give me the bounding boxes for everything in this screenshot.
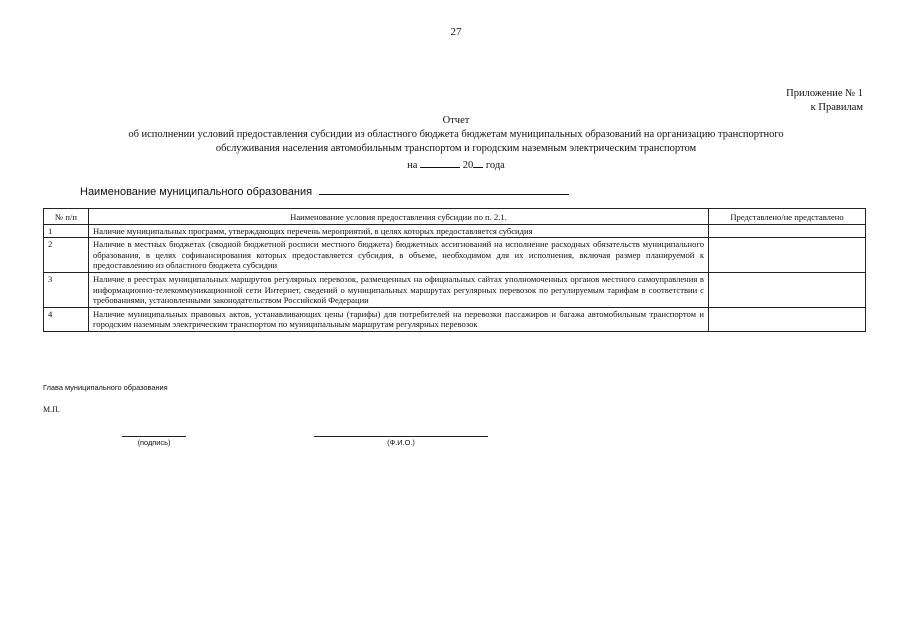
appendix-line: Приложение № 1 [786,88,863,99]
municipality-label: Наименование муниципального образования [80,186,313,198]
table-row [44,307,866,331]
report-subtitle-line-1: об исполнении условий предоставления субсидии из областного бюджета бюджетам муниципальных образований на организацию транспортного [128,129,784,140]
page-number: 27 [450,26,462,38]
table-header-row [44,209,866,225]
signature-caption: (подпись) [137,438,171,447]
year-number: 20 [462,160,474,171]
appendix-rules-line: к Правилам [810,102,863,113]
report-year-line [407,156,505,173]
year-prefix: на [407,160,418,171]
name-caption: (Ф.И.О.) [387,438,415,447]
report-subtitle-line-2: обслуживания населения автомобильным транспортом и городским наземным электрическим транспортом [215,143,697,154]
signer-label: Глава муниципального образования [43,383,168,392]
row-num: 3 [44,272,89,307]
municipality-blank [319,183,569,195]
row-status [709,307,866,331]
row-status [709,224,866,238]
row-condition: Наличие в реестрах муниципальных маршрутов регулярных перевозок, размещенных на официальных сайтах уполномоченных органов местного самоуправления в информационно-телекоммуникационной сети Интернет, сведений о муниципальных маршрутах регулярных перевозок по регулируемым тарифам в соответствии с требованиями, установленными законодательством Российской Федерации [89,272,709,307]
conditions-table [43,208,866,332]
appendix-note [786,87,863,115]
municipality-field [80,183,569,198]
report-heading: Отчет [442,115,470,126]
year-suffix: года [485,160,505,171]
header-condition: Наименование условия предоставления субсидии по п. 2.1. [89,209,709,225]
header-status: Представлено/не представлено [709,209,866,225]
header-num: № п/п [44,209,89,225]
table-row [44,224,866,238]
row-num: 1 [44,224,89,238]
row-num: 4 [44,307,89,331]
signature-line [122,436,186,437]
table-row [44,272,866,307]
row-condition: Наличие муниципальных программ, утверждающих перечень мероприятий, в целях которых предоставляется субсидия [89,224,709,238]
stamp-label: М.П. [43,405,60,414]
row-condition: Наличие в местных бюджетах (сводной бюджетной росписи местного бюджета) бюджетных ассигнований на исполнение расходных обязательств муниципального образования, в целях софинансирования которых предоставляется субсидия, в объеме, необходимом для их исполнения, включая размер планируемой к предоставлению из областного бюджета субсидии [89,238,709,273]
year-blank [473,156,483,168]
row-condition: Наличие муниципальных правовых актов, устанавливающих цены (тарифы) для потребителей на перевозки пассажиров и багажа автомобильным транспортом и городским наземным электрическим транспортом по муниципальным маршрутам регулярных перевозок [89,307,709,331]
row-status [709,272,866,307]
row-num: 2 [44,238,89,273]
report-title [0,114,905,173]
table-row [44,238,866,273]
date-blank [420,156,460,168]
name-line [314,436,488,437]
row-status [709,238,866,273]
